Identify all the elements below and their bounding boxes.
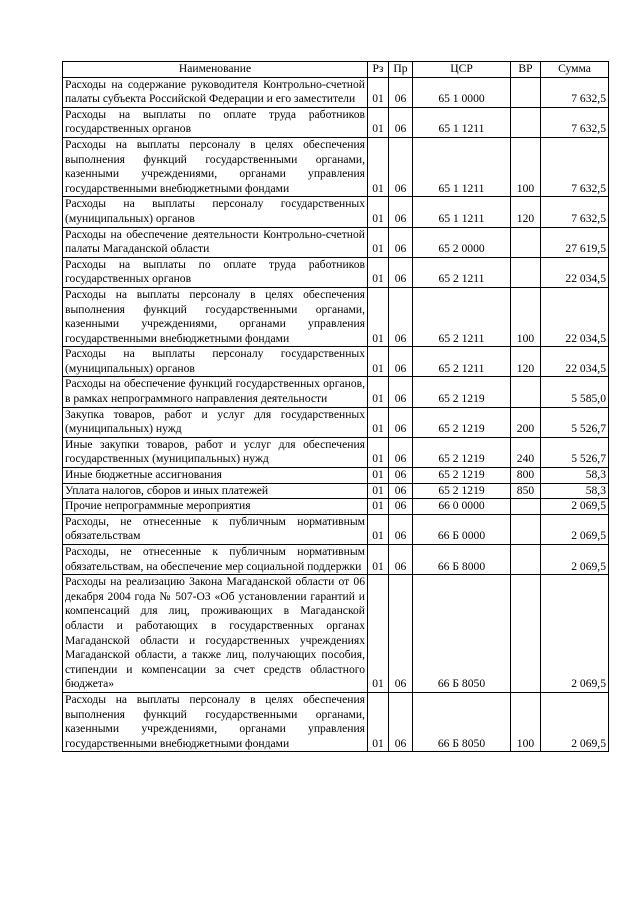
cell-pr: 06 <box>389 227 413 257</box>
header-row <box>63 62 609 78</box>
table-row <box>63 137 609 196</box>
table-row <box>63 107 609 137</box>
table-row <box>63 377 609 407</box>
cell-csr: 65 1 0000 <box>413 77 511 107</box>
cell-sum: 5 526,7 <box>541 407 609 437</box>
cell-vr: 800 <box>511 468 541 484</box>
cell-csr: 66 Б 8000 <box>413 545 511 575</box>
cell-sum: 2 069,5 <box>541 575 609 693</box>
cell-pr: 06 <box>389 468 413 484</box>
cell-pr: 06 <box>389 77 413 107</box>
cell-vr <box>511 257 541 287</box>
cell-vr <box>511 545 541 575</box>
cell-pr: 06 <box>389 514 413 544</box>
cell-name: Уплата налогов, сборов и иных платежей <box>63 483 368 499</box>
cell-name: Расходы на реализацию Закона Магаданской области от 06 декабря 2004 года № 507-ОЗ «Об установлении гарантий и компенсаций для лиц, проживающих в Магаданской области и работающих в государственных органах Магаданской области и государственных учреждениях Магаданской области, а также лиц, получающих пособия, стипендии и компенсации за счет средств областного бюджета» <box>63 575 368 693</box>
cell-csr: 66 Б 8050 <box>413 692 511 751</box>
table-body <box>63 77 609 752</box>
cell-csr: 65 2 1211 <box>413 347 511 377</box>
cell-rz: 01 <box>368 227 389 257</box>
cell-name: Расходы на выплаты персоналу в целях обеспечения выполнения функций государственными органами, казенными учреждениями, органами управления государственными внебюджетными фондами <box>63 692 368 751</box>
table-row <box>63 514 609 544</box>
cell-vr <box>511 77 541 107</box>
cell-csr: 66 0 0000 <box>413 499 511 515</box>
table-row <box>63 197 609 227</box>
cell-name: Расходы на обеспечение функций государственных органов, в рамках непрограммного направления деятельности <box>63 377 368 407</box>
table-row <box>63 347 609 377</box>
table-row <box>63 287 609 346</box>
table-row <box>63 227 609 257</box>
cell-rz: 01 <box>368 545 389 575</box>
header-name: Наименование <box>63 62 368 78</box>
cell-name: Прочие непрограммные мероприятия <box>63 499 368 515</box>
cell-vr <box>511 377 541 407</box>
cell-rz: 01 <box>368 377 389 407</box>
cell-csr: 65 2 1211 <box>413 257 511 287</box>
cell-csr: 65 2 1219 <box>413 377 511 407</box>
cell-rz: 01 <box>368 575 389 693</box>
header-rz: Рз <box>368 62 389 78</box>
cell-pr: 06 <box>389 692 413 751</box>
cell-pr: 06 <box>389 407 413 437</box>
cell-name: Расходы на выплаты по оплате труда работников государственных органов <box>63 107 368 137</box>
cell-pr: 06 <box>389 287 413 346</box>
cell-sum: 58,3 <box>541 468 609 484</box>
cell-csr: 65 2 1219 <box>413 483 511 499</box>
cell-rz: 01 <box>368 499 389 515</box>
cell-csr: 65 2 0000 <box>413 227 511 257</box>
header-sum: Сумма <box>541 62 609 78</box>
cell-sum: 2 069,5 <box>541 545 609 575</box>
cell-rz: 01 <box>368 347 389 377</box>
table-row <box>63 545 609 575</box>
cell-vr: 100 <box>511 287 541 346</box>
cell-vr: 200 <box>511 407 541 437</box>
cell-sum: 27 619,5 <box>541 227 609 257</box>
cell-vr <box>511 575 541 693</box>
cell-sum: 22 034,5 <box>541 257 609 287</box>
cell-rz: 01 <box>368 514 389 544</box>
cell-sum: 7 632,5 <box>541 197 609 227</box>
cell-csr: 65 1 1211 <box>413 107 511 137</box>
cell-name: Закупка товаров, работ и услуг для государственных (муниципальных) нужд <box>63 407 368 437</box>
cell-sum: 58,3 <box>541 483 609 499</box>
cell-vr <box>511 227 541 257</box>
cell-sum: 5 585,0 <box>541 377 609 407</box>
cell-sum: 7 632,5 <box>541 77 609 107</box>
cell-name: Расходы на обеспечение деятельности Контрольно-счетной палаты Магаданской области <box>63 227 368 257</box>
cell-rz: 01 <box>368 77 389 107</box>
header-vr: ВР <box>511 62 541 78</box>
cell-vr: 120 <box>511 197 541 227</box>
cell-sum: 7 632,5 <box>541 137 609 196</box>
cell-vr: 100 <box>511 137 541 196</box>
cell-name: Расходы на выплаты персоналу в целях обеспечения выполнения функций государственными органами, казенными учреждениями, органами управления государственными внебюджетными фондами <box>63 287 368 346</box>
cell-name: Расходы, не отнесенные к публичным нормативным обязательствам <box>63 514 368 544</box>
budget-table <box>62 61 609 752</box>
cell-sum: 2 069,5 <box>541 514 609 544</box>
cell-sum: 2 069,5 <box>541 692 609 751</box>
cell-rz: 01 <box>368 437 389 467</box>
table-row <box>63 483 609 499</box>
cell-pr: 06 <box>389 575 413 693</box>
cell-name: Иные бюджетные ассигнования <box>63 468 368 484</box>
table-row <box>63 499 609 515</box>
cell-pr: 06 <box>389 197 413 227</box>
cell-sum: 7 632,5 <box>541 107 609 137</box>
cell-csr: 65 2 1219 <box>413 407 511 437</box>
cell-csr: 65 2 1219 <box>413 468 511 484</box>
cell-pr: 06 <box>389 107 413 137</box>
cell-name: Расходы на выплаты персоналу государственных (муниципальных) органов <box>63 197 368 227</box>
cell-pr: 06 <box>389 377 413 407</box>
cell-sum: 22 034,5 <box>541 347 609 377</box>
cell-rz: 01 <box>368 197 389 227</box>
cell-rz: 01 <box>368 137 389 196</box>
cell-csr: 66 Б 0000 <box>413 514 511 544</box>
cell-vr: 100 <box>511 692 541 751</box>
cell-csr: 65 2 1219 <box>413 437 511 467</box>
header-pr: Пр <box>389 62 413 78</box>
cell-pr: 06 <box>389 545 413 575</box>
cell-rz: 01 <box>368 468 389 484</box>
cell-name: Иные закупки товаров, работ и услуг для обеспечения государственных (муниципальных) нужд <box>63 437 368 467</box>
cell-pr: 06 <box>389 499 413 515</box>
cell-csr: 65 1 1211 <box>413 197 511 227</box>
cell-name: Расходы на выплаты персоналу в целях обеспечения выполнения функций государственными органами, казенными учреждениями, органами управления государственными внебюджетными фондами <box>63 137 368 196</box>
cell-name: Расходы на выплаты персоналу государственных (муниципальных) органов <box>63 347 368 377</box>
cell-vr: 120 <box>511 347 541 377</box>
cell-name: Расходы на содержание руководителя Контрольно-счетной палаты субъекта Российской Федерации и его заместители <box>63 77 368 107</box>
table-row <box>63 468 609 484</box>
table-row <box>63 437 609 467</box>
cell-pr: 06 <box>389 257 413 287</box>
cell-vr: 240 <box>511 437 541 467</box>
cell-csr: 66 Б 8050 <box>413 575 511 693</box>
cell-pr: 06 <box>389 437 413 467</box>
table-row <box>63 77 609 107</box>
cell-pr: 06 <box>389 347 413 377</box>
cell-csr: 65 2 1211 <box>413 287 511 346</box>
cell-name: Расходы, не отнесенные к публичным нормативным обязательствам, на обеспечение мер социальной поддержки <box>63 545 368 575</box>
cell-vr <box>511 107 541 137</box>
cell-rz: 01 <box>368 407 389 437</box>
cell-rz: 01 <box>368 257 389 287</box>
table-row <box>63 407 609 437</box>
table-row <box>63 257 609 287</box>
cell-vr <box>511 499 541 515</box>
cell-vr: 850 <box>511 483 541 499</box>
cell-rz: 01 <box>368 692 389 751</box>
cell-sum: 2 069,5 <box>541 499 609 515</box>
cell-vr <box>511 514 541 544</box>
cell-pr: 06 <box>389 483 413 499</box>
cell-csr: 65 1 1211 <box>413 137 511 196</box>
cell-rz: 01 <box>368 287 389 346</box>
cell-rz: 01 <box>368 107 389 137</box>
table-row <box>63 692 609 751</box>
cell-rz: 01 <box>368 483 389 499</box>
cell-pr: 06 <box>389 137 413 196</box>
cell-sum: 5 526,7 <box>541 437 609 467</box>
header-csr: ЦСР <box>413 62 511 78</box>
cell-sum: 22 034,5 <box>541 287 609 346</box>
table-row <box>63 575 609 693</box>
cell-name: Расходы на выплаты по оплате труда работников государственных органов <box>63 257 368 287</box>
